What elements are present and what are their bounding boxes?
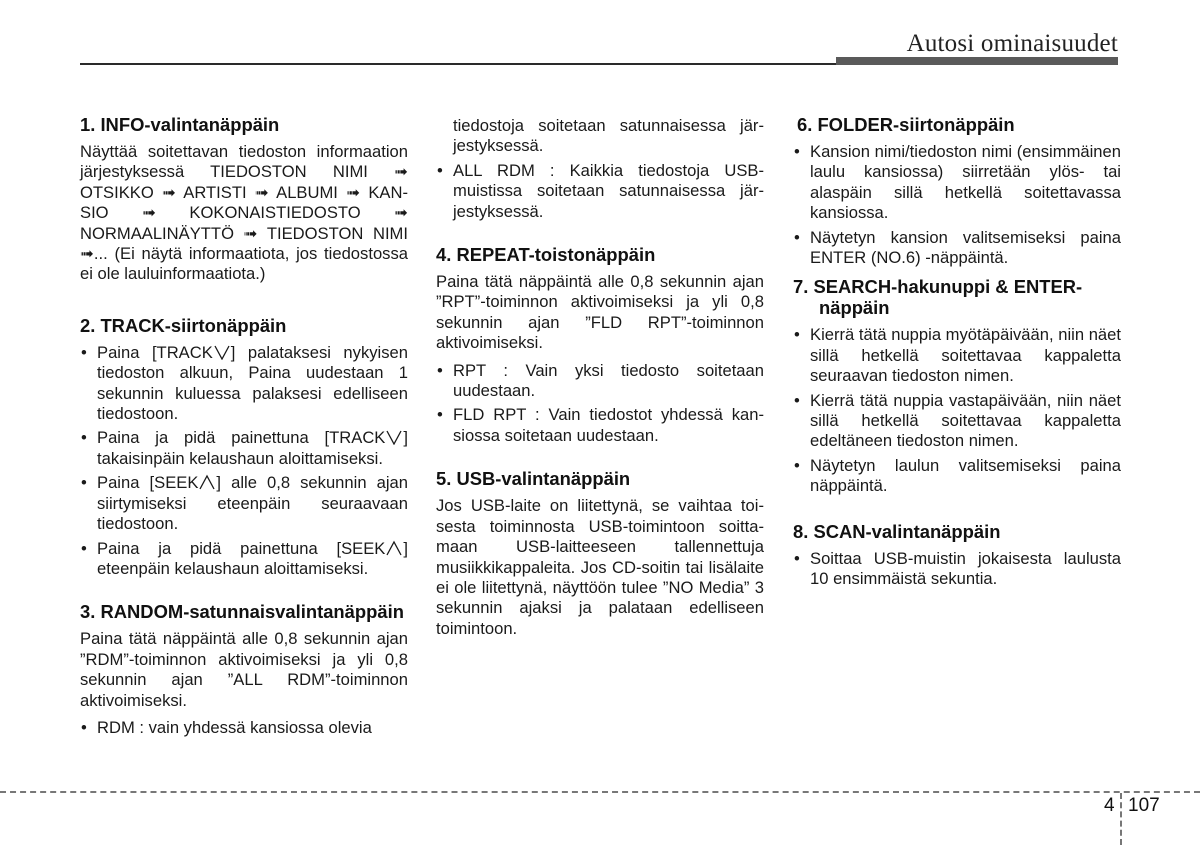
section-heading-track: 2. TRACK-siirtonäppäin (80, 314, 287, 336)
chevron-up-icon (386, 540, 402, 556)
scan-list (793, 549, 1121, 590)
arrow-right-icon: ➟ (254, 182, 269, 202)
list-item: • Kierrä tätä nuppia vastapäivään, niin näet sillä hetkellä soitettavaa kappaletta edeltäneen tiedoston nimen. (793, 391, 1121, 452)
folder-list (793, 142, 1121, 268)
repeat-list (436, 361, 764, 447)
list-item: • Paina ja pidä painettuna [TRACK ] takaisinpäin kelaushaun aloittamiseksi. (80, 428, 408, 469)
section-heading-folder: 6. FOLDER-siirtonäppäin (797, 114, 1015, 135)
random-description: Paina tätä näppäintä alle 0,8 sekunnin ajan ”RDM”-toiminnon aktivoimiseksi ja yli 0,8 sekunnin ajan ”ALL RDM”-toiminnon aktivoimiseksi. (80, 629, 408, 710)
chevron-down-icon (214, 344, 230, 360)
track-list (80, 343, 408, 579)
search-list (793, 325, 1121, 496)
list-item: • Näytetyn laulun valitsemiseksi paina näppäintä. (793, 456, 1121, 497)
list-item-continued: tiedostoja soitetaan satunnaisessa järjestyksessä. (453, 116, 764, 156)
arrow-right-icon: ➟ (142, 203, 156, 223)
section-heading-repeat: 4. REPEAT-toistonäppäin (436, 244, 656, 266)
column-right (793, 114, 1121, 594)
section-heading-info: 1. INFO-valintanäppäin (80, 114, 280, 135)
column-middle (436, 116, 764, 646)
list-item: • Kansion nimi/tiedoston nimi (ensimmäinen laulu kansiossa) siirretään ylös- tai alaspäin sillä hetkellä soitettavassa kansiossa. (793, 142, 1121, 224)
arrow-right-icon: ➟ (394, 162, 408, 182)
random-list-continued (436, 116, 764, 222)
page-number: 107 (1128, 795, 1160, 816)
chevron-up-icon (199, 474, 215, 490)
section-heading-search: 7. SEARCH-hakunuppi & ENTER-näppäin (793, 276, 1083, 319)
section-heading-usb: 5. USB-valintanäppäin (436, 468, 631, 490)
list-item: • ALL RDM : Kaikkia tiedostoja USB-muistissa soitetaan satunnaisessa järjestyksessä. (436, 161, 764, 222)
list-item: • RDM : vain yhdessä kansiossa olevia (80, 718, 408, 738)
footer-page-separator (1120, 793, 1122, 845)
section-heading-scan: 8. SCAN-valintanäppäin (793, 520, 1001, 542)
list-item: • FLD RPT : Vain tiedostot yhdessä kansiossa soitetaan uudestaan. (436, 405, 764, 446)
chapter-title: Autosi ominaisuudet (906, 30, 1118, 57)
chevron-down-icon (386, 429, 402, 445)
list-item: • Paina [SEEK ] alle 0,8 sekunnin ajan siirtymiseksi eteenpäin seuraavaan tiedostoon. (80, 473, 408, 534)
chapter-number: 4 (1104, 795, 1115, 816)
list-item: • Näytetyn kansion valitsemiseksi paina ENTER (NO.6) -näppäintä. (793, 228, 1121, 269)
list-item: • Kierrä tätä nuppia myötäpäivään, niin näet sillä hetkellä soitettavaa kappaletta seuraavan tiedoston nimen. (793, 325, 1121, 386)
header-rule-accent (836, 57, 1118, 65)
repeat-description: Paina tätä näppäintä alle 0,8 sekunnin ajan ”RPT”-toiminnon aktivoimiseksi ja yli 0,8 sekunnin ajan ”FLD RPT”-toiminnon aktivoimiseksi. (436, 272, 764, 353)
info-description: Näyttää soitettavan tiedoston informaation järjestyksessä TIEDOSTON NIMI ➟ OTSIKKO ➟ ARTISTI ➟ ALBUMI ➟ KANSIO ➟ KOKONAISTIEDOSTO ➟ NORMAALINÄYTTÖ ➟ TIEDOSTON NIMI ➟... (Ei näytä informaatiota, jos tiedostossa ei ole lauluinformaatiota.) (80, 142, 409, 284)
arrow-right-icon: ➟ (80, 244, 94, 264)
list-item: • Soittaa USB-muistin jokaisesta laulusta 10 ensimmäistä sekuntia. (793, 549, 1121, 590)
section-heading-random: 3. RANDOM-satunnaisvalintanäppäin (80, 601, 404, 623)
arrow-right-icon: ➟ (346, 182, 361, 202)
list-item: • Paina [TRACK ] palataksesi nykyisen tiedoston alkuun, Paina uudestaan 1 sekunnin kuluessa palaksesi edelliseen tiedostoon. (80, 343, 408, 425)
list-item: • Paina ja pidä painettuna [SEEK ] eteenpäin kelaushaun aloittamiseksi. (80, 539, 408, 580)
list-item: • RPT : Vain yksi tiedosto soitetaan uudestaan. (436, 361, 764, 402)
arrow-right-icon: ➟ (394, 203, 408, 223)
usb-description: Jos USB-laite on liitettynä, se vaihtaa toisesta toiminnosta USB-toimintoon soittamaan USB-laitteeseen tallennettuja musiikkikappaleita. Jos CD-soitin tai lisälaite ei ole liitettynä, näyttöön tulee ”NO Media” 3 sekunnin ajaksi ja palataan edelliseen toimintoon. (436, 496, 764, 638)
arrow-right-icon: ➟ (162, 182, 176, 202)
column-left (80, 114, 408, 738)
arrow-right-icon: ➟ (243, 223, 258, 243)
footer-rule (0, 791, 1200, 793)
random-list (80, 718, 408, 738)
